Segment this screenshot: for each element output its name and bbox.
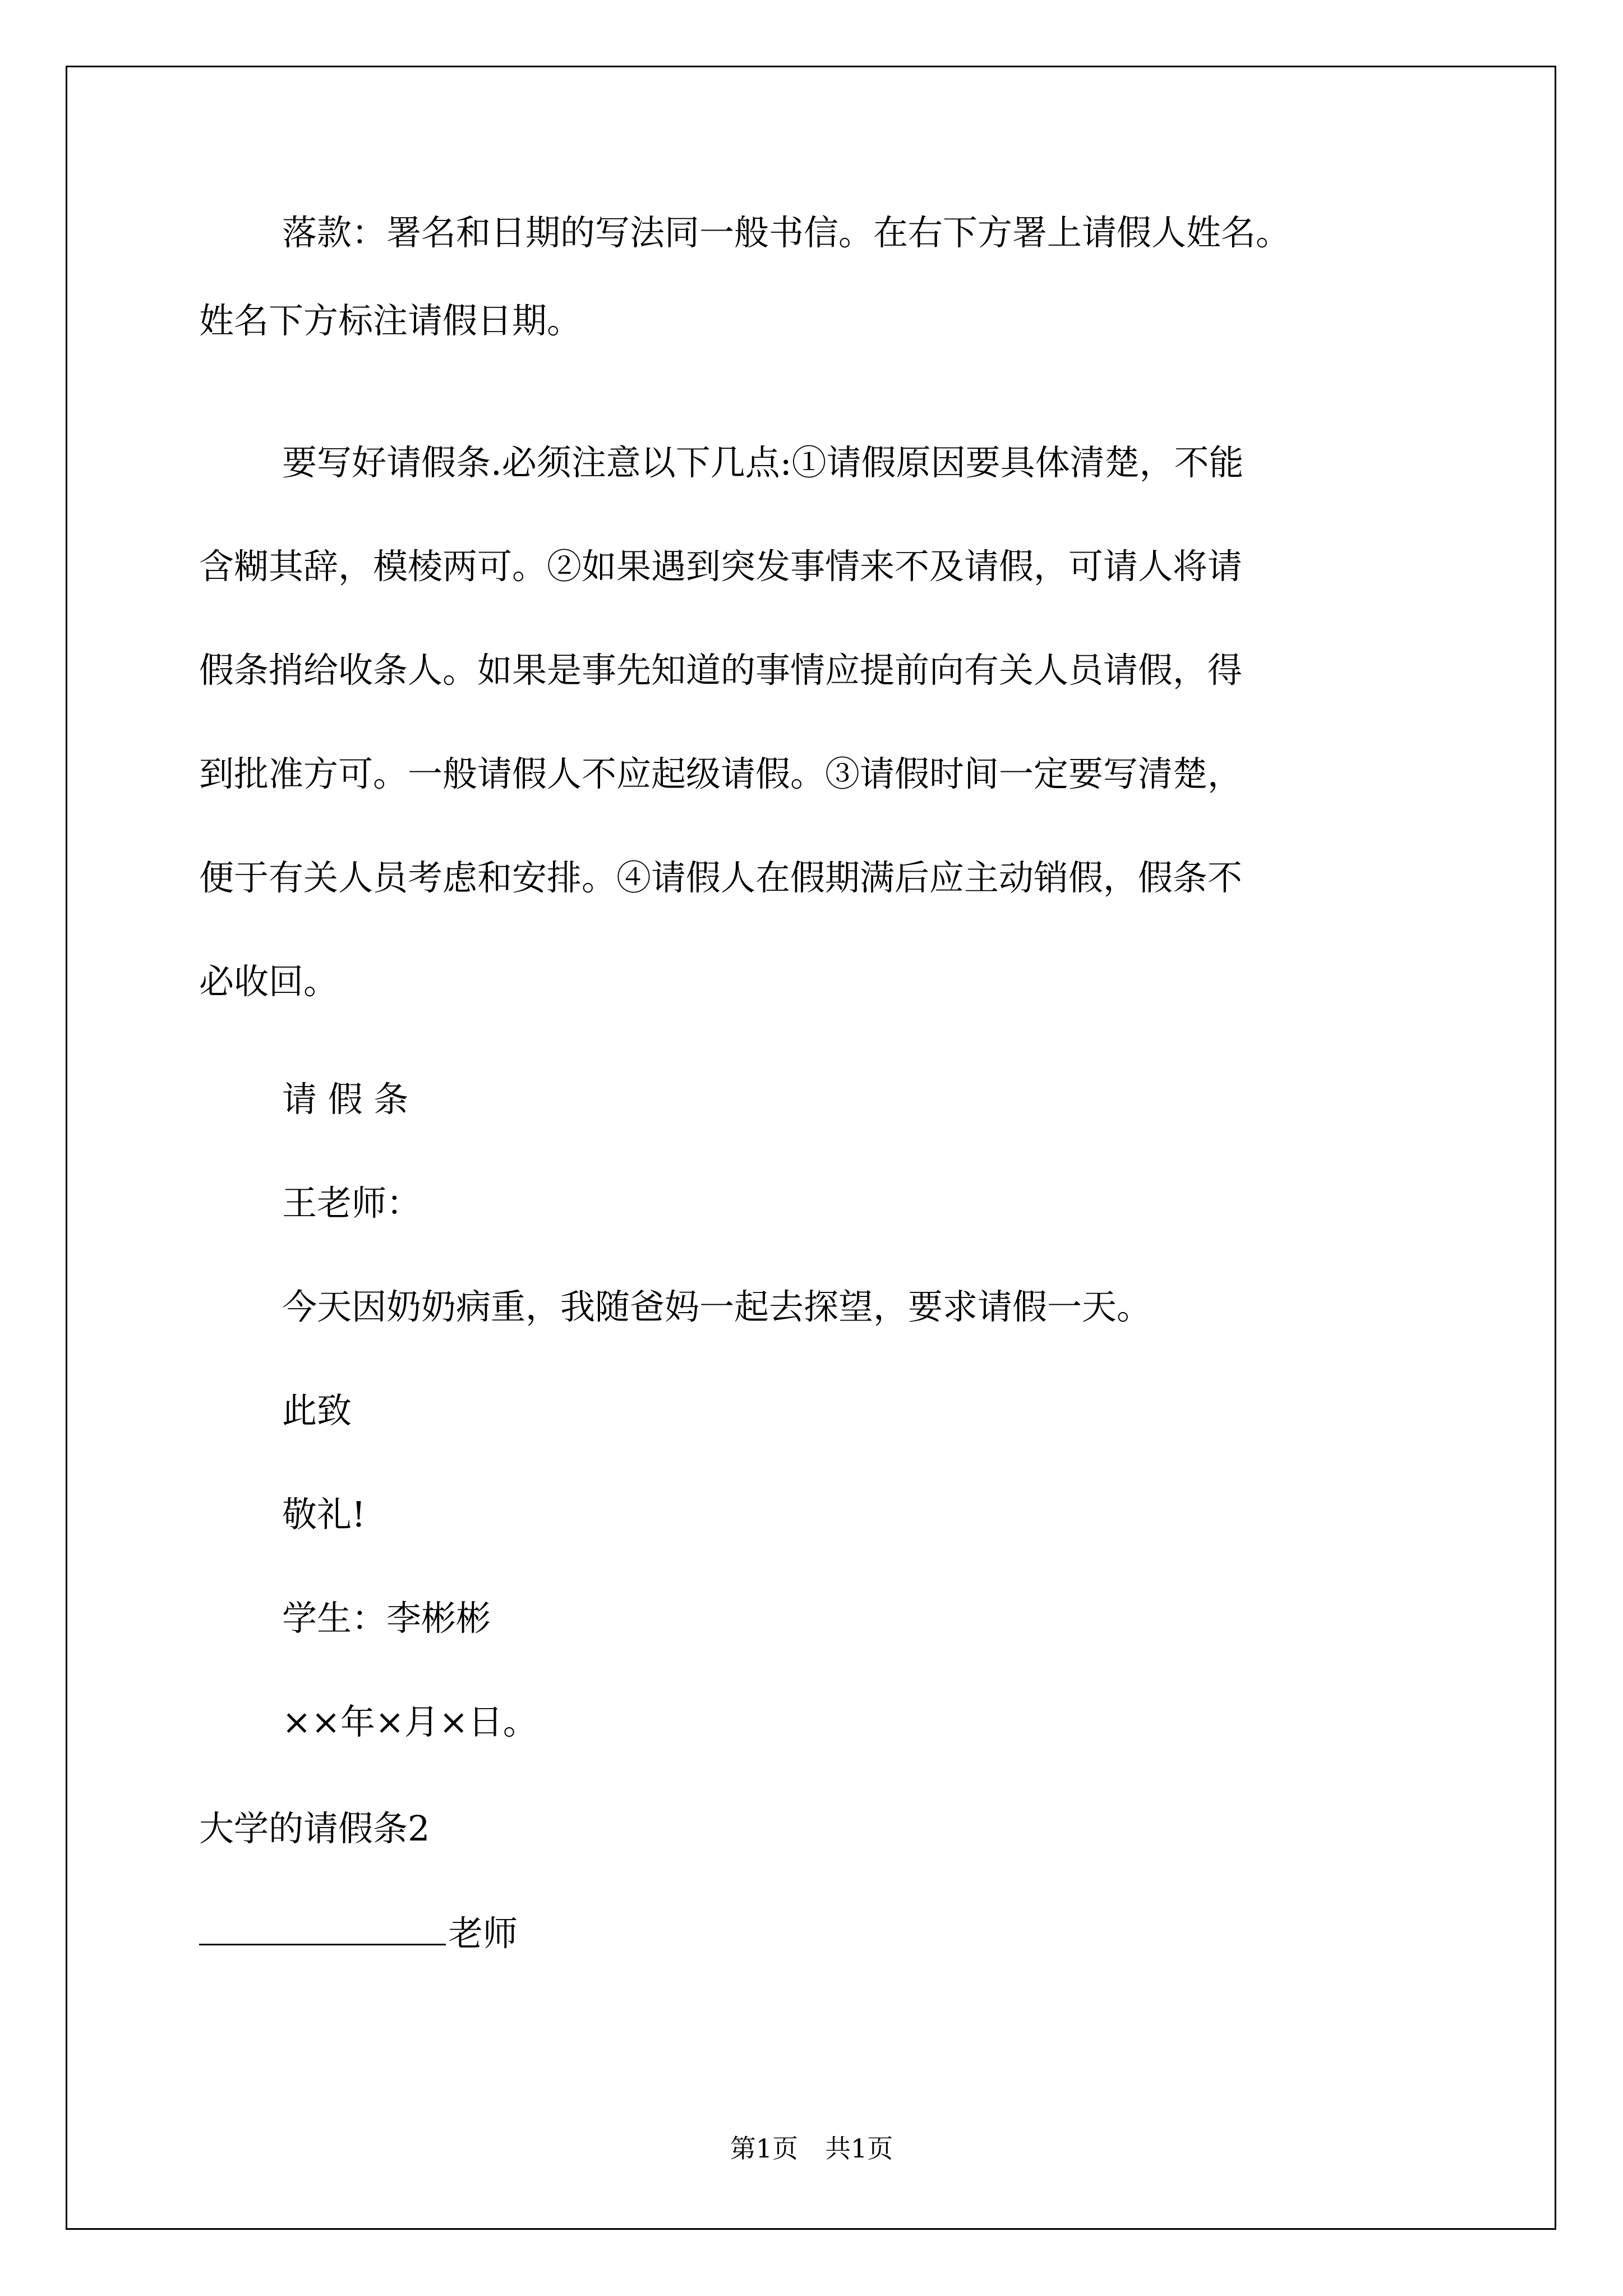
example-salutation: 王老师：	[282, 1182, 422, 1223]
blank-underline	[199, 1910, 446, 1945]
paragraph-line: 姓名下方标注请假日期。	[199, 300, 582, 341]
teacher-suffix: 老师	[448, 1913, 518, 1954]
page-number: 第1页	[730, 2133, 798, 2164]
teacher-line	[199, 1910, 518, 1956]
paragraph-line: 落款：署名和日期的写法同一般书信。在右下方署上请假人姓名。	[282, 212, 1291, 253]
page-total: 共1页	[825, 2133, 893, 2164]
example-date: ××年×月×日。	[282, 1701, 538, 1742]
page-footer	[0, 2132, 1623, 2165]
page-border	[66, 66, 1556, 2230]
example-title: 请 假 条	[282, 1079, 409, 1120]
example-body: 今天因奶奶病重，我随爸妈一起去探望，要求请假一天。	[282, 1286, 1152, 1327]
example-regards: 敬礼!	[282, 1494, 366, 1535]
paragraph-line: 假条捎给收条人。如果是事先知道的事情应提前向有关人员请假，得	[199, 650, 1243, 691]
paragraph-line: 含糊其辞，模棱两可。②如果遇到突发事情来不及请假，可请人将请	[199, 546, 1243, 587]
example-closing: 此致	[282, 1390, 352, 1431]
paragraph-line: 要写好请假条.必须注意以下几点:①请假原因要具体清楚，不能	[282, 442, 1244, 483]
paragraph-line: 便于有关人员考虑和安排。④请假人在假期满后应主动销假，假条不	[199, 857, 1243, 898]
example-signature: 学生：李彬彬	[282, 1598, 491, 1639]
paragraph-line: 必收回。	[199, 961, 339, 1002]
paragraph-line: 到批准方可。一般请假人不应起级请假。③请假时间一定要写清楚，	[199, 753, 1243, 794]
section-heading: 大学的请假条2	[199, 1808, 430, 1849]
